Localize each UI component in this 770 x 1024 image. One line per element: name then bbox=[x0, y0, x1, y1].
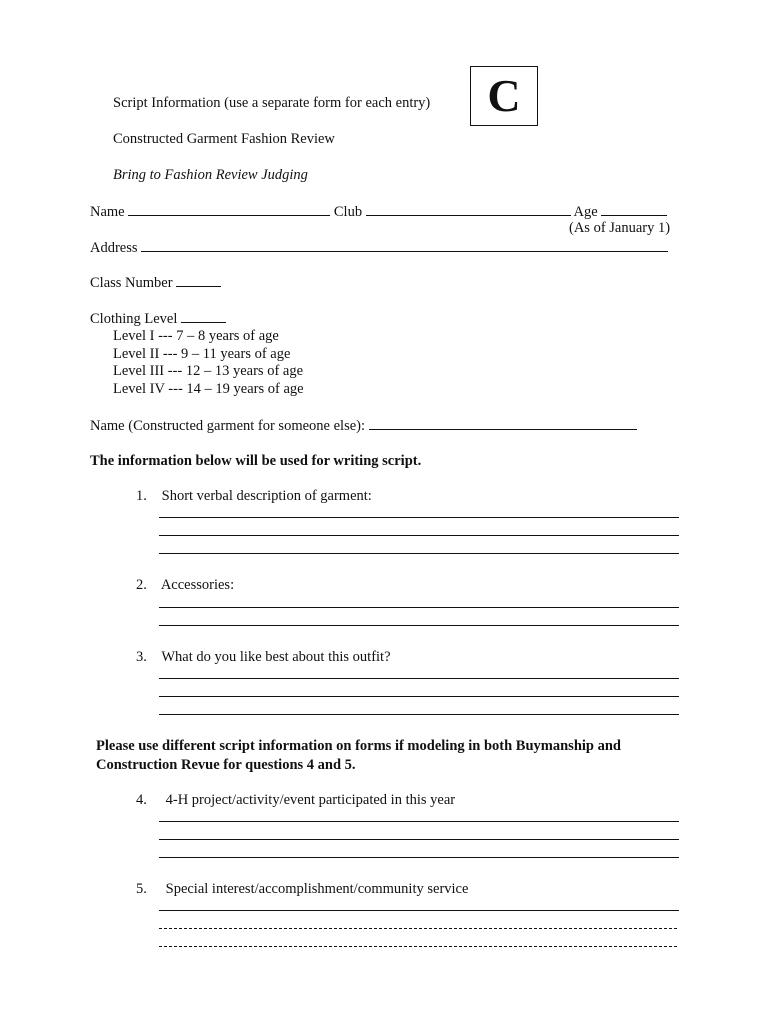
script-info-title: Script Information (use a separate form for each entry) bbox=[113, 95, 431, 111]
level-item: Level II --- 9 – 11 years of age bbox=[113, 346, 291, 362]
address-row bbox=[90, 238, 668, 257]
question-number: 3. bbox=[136, 649, 147, 665]
name-label: Name bbox=[90, 204, 125, 220]
script-heading: The information below will be used for writing script. bbox=[90, 453, 422, 469]
question-5 bbox=[136, 880, 468, 898]
question-text: Accessories: bbox=[160, 577, 235, 593]
question-text: Short verbal description of garment: bbox=[161, 488, 372, 504]
address-field[interactable] bbox=[141, 238, 668, 252]
question-text: Special interest/accomplishment/community service bbox=[165, 881, 469, 897]
question-text: What do you like best about this outfit? bbox=[161, 649, 391, 665]
notice-line-1: Please use different script information on forms if modeling in both Buymanship and bbox=[96, 738, 621, 754]
level-item: Level I --- 7 – 8 years of age bbox=[113, 328, 279, 344]
answer-line[interactable] bbox=[159, 607, 679, 608]
answer-line[interactable] bbox=[159, 946, 677, 947]
question-number: 4. bbox=[136, 792, 147, 808]
answer-line[interactable] bbox=[159, 517, 679, 518]
question-text: 4-H project/activity/event participated in this year bbox=[165, 792, 456, 808]
age-field[interactable] bbox=[601, 202, 667, 216]
answer-line[interactable] bbox=[159, 821, 679, 822]
question-2 bbox=[136, 576, 234, 594]
club-label: Club bbox=[333, 204, 363, 220]
question-number: 2. bbox=[136, 577, 147, 593]
answer-line[interactable] bbox=[159, 553, 679, 554]
name-field[interactable] bbox=[128, 202, 330, 216]
level-item: Level IV --- 14 – 19 years of age bbox=[113, 381, 304, 397]
answer-line[interactable] bbox=[159, 696, 679, 697]
someone-else-label: Name (Constructed garment for someone else): bbox=[90, 418, 366, 434]
club-field[interactable] bbox=[366, 202, 571, 216]
question-number: 1. bbox=[136, 488, 147, 504]
answer-line[interactable] bbox=[159, 910, 679, 911]
answer-line[interactable] bbox=[159, 839, 679, 840]
category-title: Constructed Garment Fashion Review bbox=[113, 131, 335, 147]
age-note: (As of January 1) bbox=[569, 220, 671, 236]
answer-line[interactable] bbox=[159, 625, 679, 626]
class-number-label: Class Number bbox=[90, 275, 173, 291]
form-letter-box: C bbox=[470, 66, 538, 126]
answer-line[interactable] bbox=[159, 928, 677, 929]
clothing-level-row bbox=[90, 309, 226, 328]
notice-line-2: Construction Revue for questions 4 and 5. bbox=[96, 757, 356, 773]
answer-line[interactable] bbox=[159, 678, 679, 679]
address-label: Address bbox=[90, 240, 138, 256]
question-4 bbox=[136, 791, 455, 809]
question-number: 5. bbox=[136, 881, 147, 897]
bring-to-instruction: Bring to Fashion Review Judging bbox=[113, 167, 308, 183]
level-item: Level III --- 12 – 13 years of age bbox=[113, 363, 304, 379]
class-number-row bbox=[90, 273, 221, 292]
answer-line[interactable] bbox=[159, 535, 679, 536]
class-number-field[interactable] bbox=[176, 273, 221, 287]
question-3 bbox=[136, 648, 391, 666]
question-1 bbox=[136, 487, 372, 505]
clothing-level-label: Clothing Level bbox=[90, 311, 178, 327]
answer-line[interactable] bbox=[159, 857, 679, 858]
answer-line[interactable] bbox=[159, 714, 679, 715]
clothing-level-field[interactable] bbox=[181, 309, 226, 323]
someone-else-row bbox=[90, 416, 637, 435]
age-label: Age bbox=[573, 204, 598, 220]
someone-else-field[interactable] bbox=[369, 416, 637, 430]
